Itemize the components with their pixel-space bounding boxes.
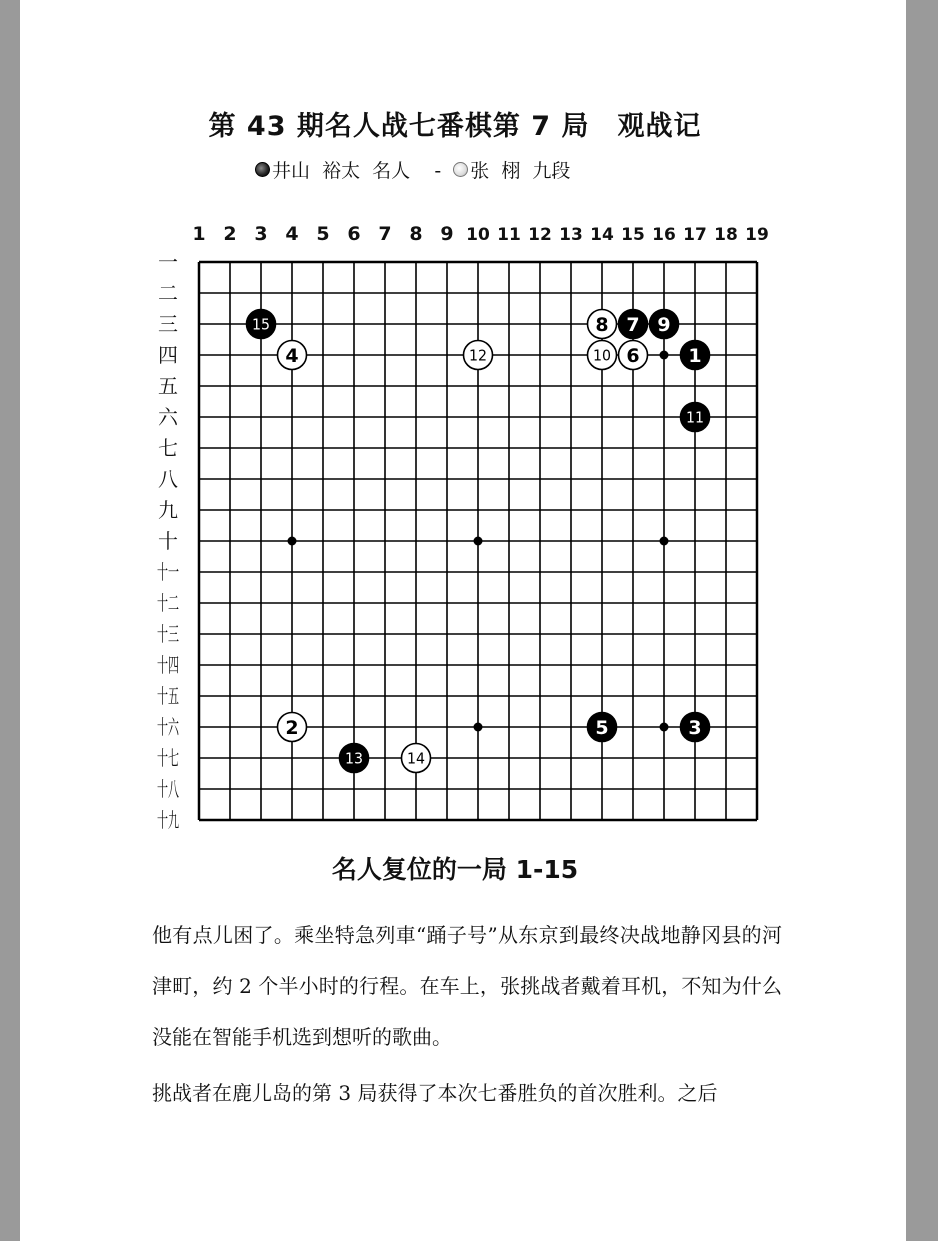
stone-move-number: 3: [688, 716, 702, 739]
row-label: 十六: [157, 715, 180, 739]
row-label: 五: [158, 374, 178, 398]
row-label: 十二: [157, 591, 179, 615]
paragraph-1: 他有点儿困了。乘坐特急列車“踊子号”从东京到最终决战地静冈县的河津町，约 2 个半小时的行程。在车上，张挑战者戴着耳机，不知为什么没能在智能手机选到想听的歌曲。: [152, 923, 782, 1049]
row-label: 十九: [157, 808, 179, 832]
star-point: [660, 537, 669, 546]
row-label: 十三: [157, 622, 179, 646]
column-label: 4: [285, 223, 299, 245]
row-label: 三: [158, 312, 178, 336]
row-label: 十八: [157, 777, 179, 801]
stone-move-number: 2: [285, 716, 299, 739]
diagram-caption: 名人复位的一局 1-15: [331, 855, 579, 884]
paragraph-2: 挑战者在鹿儿岛的第 3 局获得了本次七番胜负的首次胜利。之后: [152, 1081, 718, 1105]
row-label: 十一: [157, 560, 179, 584]
column-label: 5: [316, 223, 330, 245]
column-label: 16: [652, 225, 676, 245]
column-label: 15: [621, 225, 645, 245]
column-label: 6: [347, 223, 361, 245]
column-label: 7: [378, 223, 392, 245]
page-title: 第 43 期名人战七番棋第 7 局 观战记: [208, 111, 702, 142]
column-label: 19: [745, 225, 769, 245]
stone-move-number: 8: [595, 313, 609, 336]
column-label: 18: [714, 225, 738, 245]
column-label: 3: [254, 223, 268, 245]
row-label: 六: [158, 405, 178, 429]
row-label: 四: [158, 343, 178, 367]
star-point: [288, 537, 297, 546]
column-label: 12: [528, 225, 552, 245]
star-point: [660, 351, 669, 360]
row-label: 十: [158, 529, 178, 553]
column-label: 1: [192, 223, 206, 245]
stone-move-number: 9: [657, 313, 671, 336]
black-player-name: 井山 裕太 名人 -: [272, 159, 454, 182]
stone-move-number: 1: [688, 344, 702, 367]
column-label: 8: [409, 223, 423, 245]
stone-move-number: 10: [593, 346, 611, 365]
column-label: 2: [223, 223, 237, 245]
column-label: 9: [440, 223, 454, 245]
column-label: 13: [559, 225, 583, 245]
star-point: [474, 723, 483, 732]
stone-move-number: 12: [469, 346, 487, 365]
star-point: [660, 723, 669, 732]
row-label: 七: [158, 436, 178, 460]
stone-move-number: 13: [345, 749, 363, 768]
stone-move-number: 6: [626, 344, 640, 367]
column-label: 14: [590, 225, 614, 245]
row-label: 九: [158, 498, 178, 522]
stone-move-number: 11: [686, 408, 704, 427]
column-label: 11: [497, 225, 521, 245]
stone-move-number: 14: [407, 749, 425, 768]
row-label: 八: [158, 467, 178, 491]
stone-move-number: 5: [595, 716, 609, 739]
stone-move-number: 4: [285, 344, 299, 367]
row-label: 二: [158, 281, 178, 305]
column-label: 17: [683, 225, 707, 245]
row-label: 十七: [157, 746, 179, 770]
stone-move-number: 15: [252, 315, 270, 334]
row-label: 十四: [157, 653, 179, 677]
row-label: 十五: [157, 684, 179, 708]
star-point: [474, 537, 483, 546]
column-label: 10: [466, 225, 490, 245]
white-player-name: 张 栩 九段: [470, 159, 571, 182]
stone-move-number: 7: [626, 313, 640, 336]
row-label: 一: [158, 250, 178, 274]
